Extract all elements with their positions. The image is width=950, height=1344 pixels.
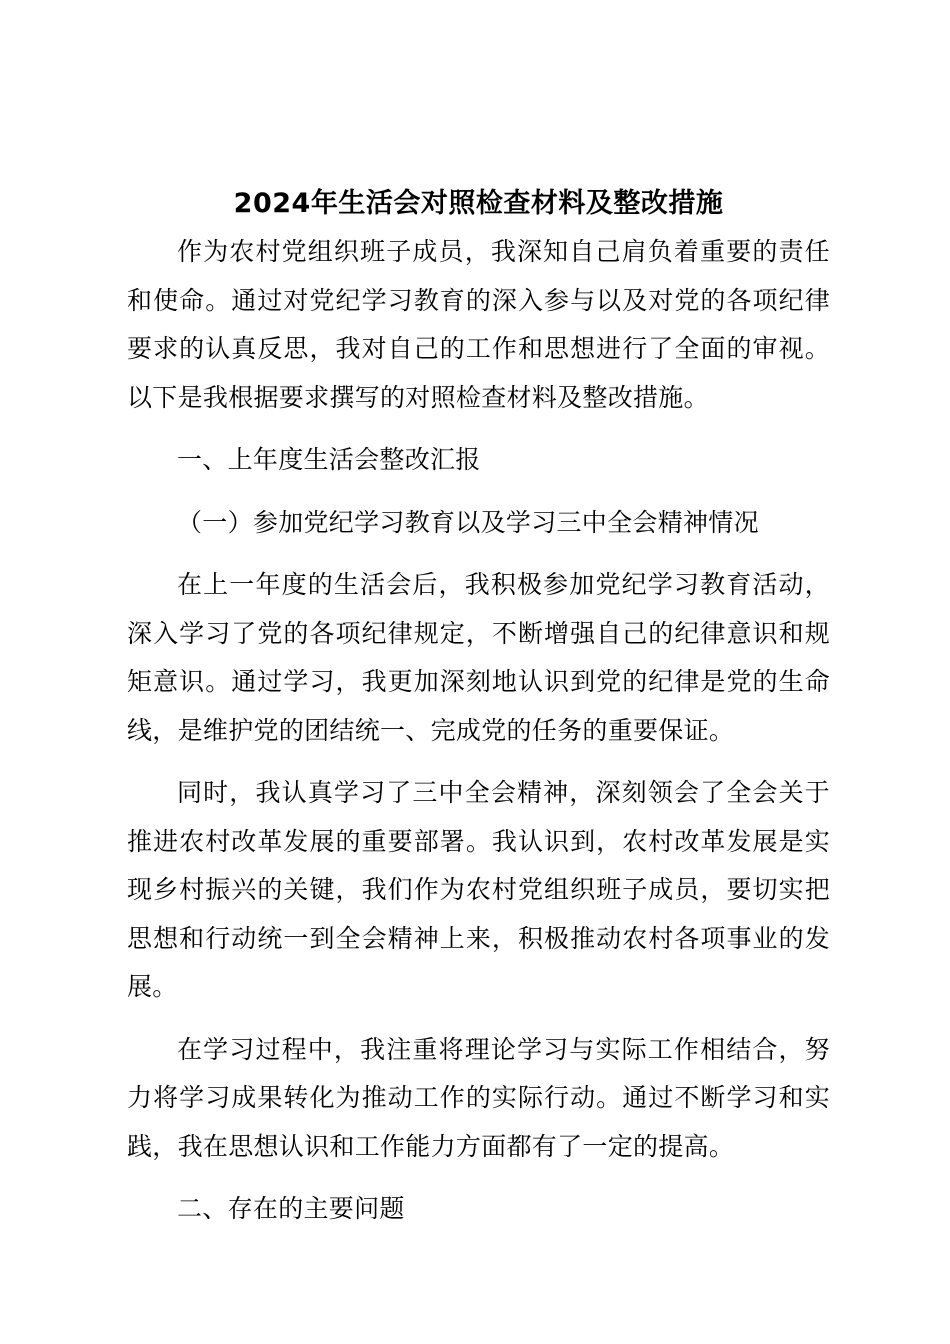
section-heading-2: 二、存在的主要问题 bbox=[177, 1194, 405, 1223]
subsection-heading-1-1: （一）参加党纪学习教育以及学习三中全会精神情况 bbox=[177, 507, 759, 537]
paragraph-study-discipline: 在上一年度的生活会后，我积极参加党纪学习教育活动，深入学习了党的各项纪律规定，不断增强自己的纪律意识和规矩意识。通过学习，我更加深刻地认识到党的纪律是党的生命线，是维护党的团结统一、完成党的任务的重要保证。 bbox=[127, 570, 830, 745]
section-heading-1: 一、上年度生活会整改汇报 bbox=[177, 445, 481, 474]
intro-paragraph: 作为农村党组织班子成员，我深知自己肩负着重要的责任和使命。通过对党纪学习教育的深入参与以及对党的各项纪律要求的认真反思，我对自己的工作和思想进行了全面的审视。以下是我根据要求撰写的对照检查材料及整改措施。 bbox=[127, 237, 830, 412]
paragraph-plenum-spirit: 同时，我认真学习了三中全会精神，深刻领会了全会关于推进农村改革发展的重要部署。我认识到，农村改革发展是实现乡村振兴的关键，我们作为农村党组织班子成员，要切实把思想和行动统一到全会精神上来，积极推动农村各项事业的发展。 bbox=[127, 778, 830, 1001]
paragraph-theory-practice: 在学习过程中，我注重将理论学习与实际工作相结合，努力将学习成果转化为推动工作的实际行动。通过不断学习和实践，我在思想认识和工作能力方面都有了一定的提高。 bbox=[127, 1034, 830, 1161]
document-title: 2024年生活会对照检查材料及整改措施 bbox=[233, 188, 724, 219]
document-body bbox=[127, 180, 830, 1248]
